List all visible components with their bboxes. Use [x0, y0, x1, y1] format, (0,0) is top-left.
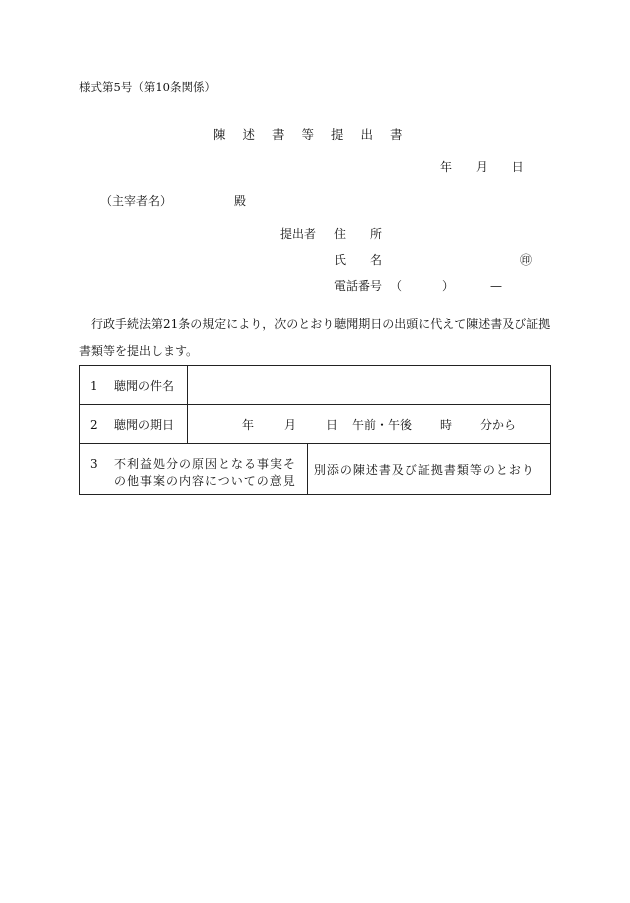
- hearing-day: 日: [325, 417, 338, 432]
- row-label: 不利益処分の原因となる事実その他事案の内容についての意見: [114, 457, 297, 488]
- row-label-cell: [80, 444, 308, 495]
- table-row: [80, 405, 551, 444]
- phone-dash: —: [490, 279, 503, 293]
- row-label: 聴聞の期日: [114, 417, 175, 432]
- row-label-cell: [80, 405, 188, 444]
- submitter-label: 提出者: [280, 227, 317, 241]
- row-number: 3: [90, 457, 98, 471]
- document-title: 陳述書等提出書: [213, 127, 420, 142]
- hearing-date-field[interactable]: [187, 405, 550, 444]
- date-year: 年: [440, 160, 453, 174]
- submitter-phone-line: [334, 279, 502, 293]
- addressee-honorific: 殿: [234, 194, 247, 208]
- seal-mark: ㊞: [520, 253, 533, 267]
- hearing-minute: 分から: [480, 417, 517, 432]
- date-line: [440, 160, 524, 174]
- phone-paren-open: （: [390, 279, 403, 293]
- phone-paren-close: ）: [442, 279, 455, 293]
- hearing-hour: 時: [440, 417, 453, 432]
- hearing-subject-field[interactable]: [187, 366, 550, 405]
- hearing-month: 月: [283, 417, 296, 432]
- phone-label: 電話番号: [334, 279, 383, 293]
- date-month: 月: [475, 160, 488, 174]
- form-number: 様式第5号（第10条関係）: [79, 80, 216, 94]
- submitter-name-label: 氏名: [334, 253, 407, 267]
- statement-paragraph: 行政手続法第21条の規定により，次のとおり聴聞期日の出頭に代えて陳述書及び証拠書類等を提出します。: [79, 317, 551, 358]
- hearing-year: 年: [241, 417, 254, 432]
- table-row: [80, 366, 551, 405]
- opinion-field[interactable]: 別添の陳述書及び証拠書類等のとおり: [307, 444, 550, 495]
- row-number: 1: [90, 378, 98, 393]
- row-number: 2: [90, 417, 98, 432]
- hearing-ampm: 午前・午後: [352, 417, 413, 432]
- row-label-cell: [80, 366, 188, 405]
- addressee-name: （主宰者名）: [100, 194, 173, 208]
- date-day: 日: [511, 160, 524, 174]
- table-row: [80, 444, 551, 495]
- submitter-address-label: 住所: [334, 227, 407, 241]
- row-label: 聴聞の件名: [114, 378, 175, 393]
- addressee: [100, 194, 246, 208]
- hearing-info-table: [79, 365, 551, 495]
